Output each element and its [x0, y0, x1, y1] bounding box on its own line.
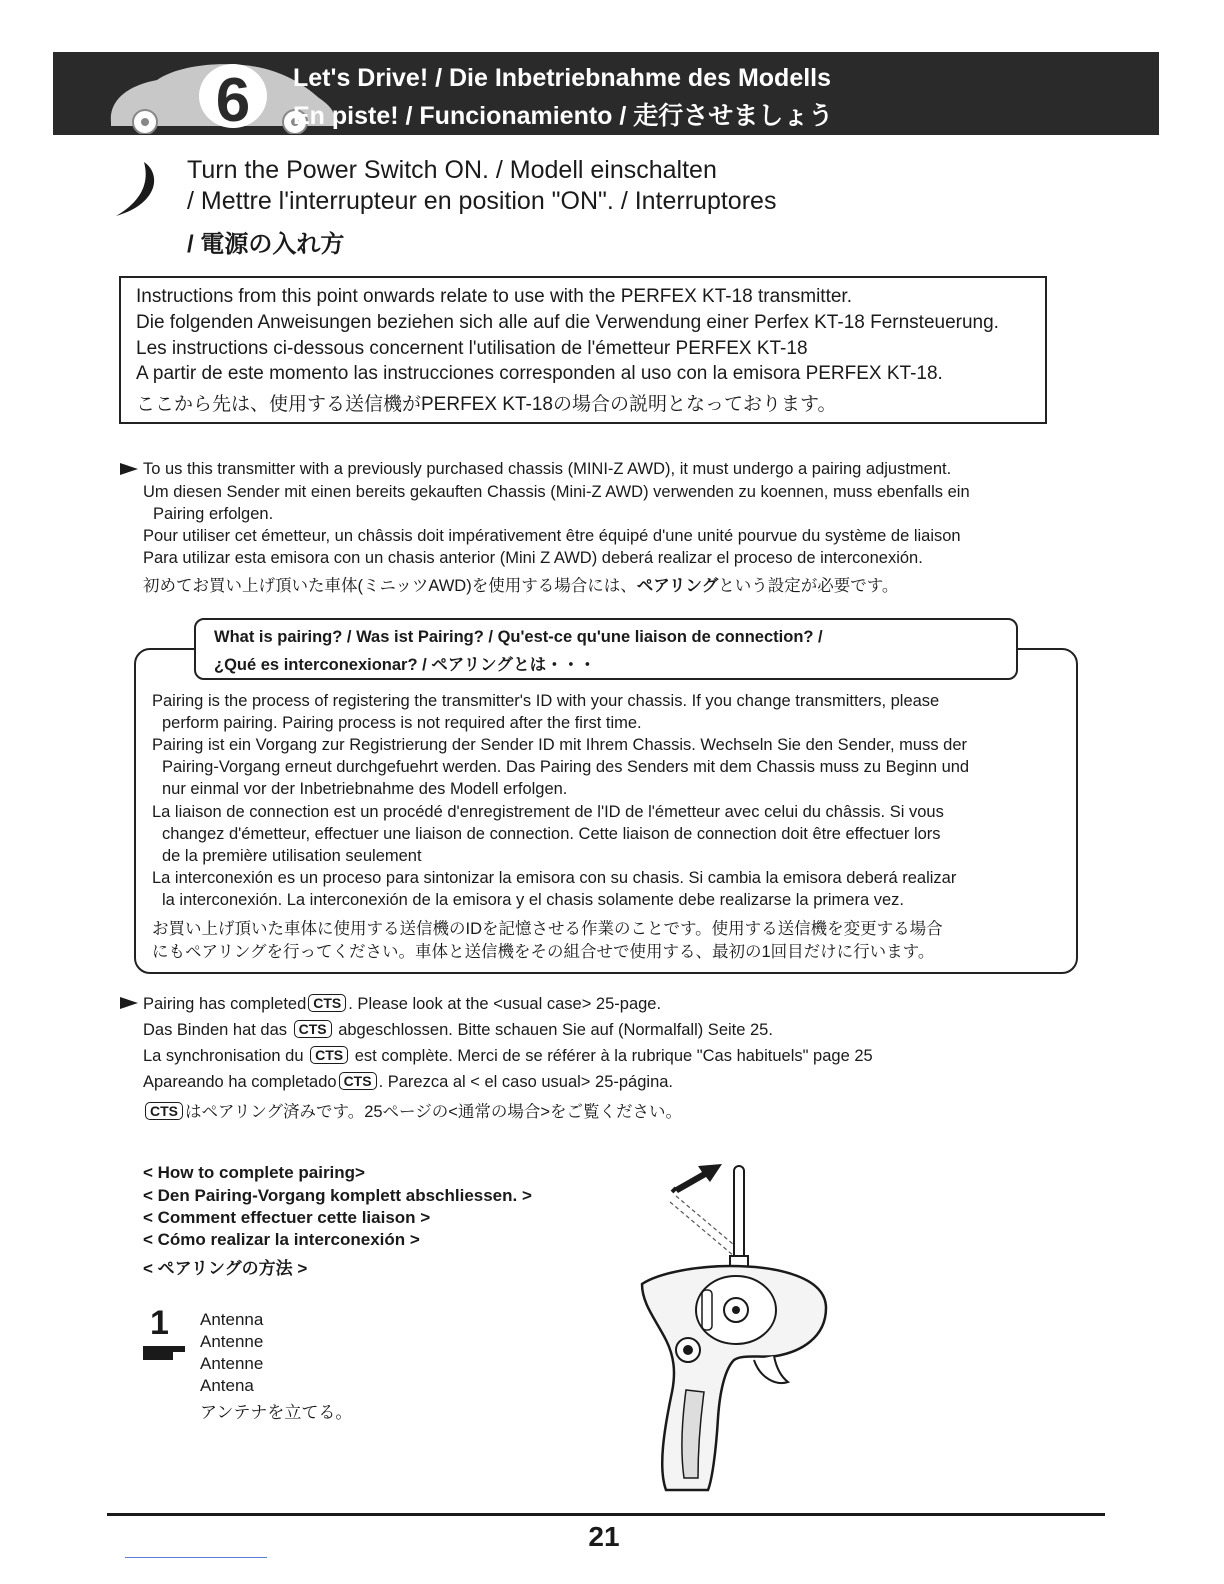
- step1-label: Antena: [200, 1376, 254, 1395]
- pairing-text-line: nur einmal vor der Inbetriebnahme des Modell erfolgen.: [162, 780, 568, 798]
- how-to-line: < ペアリングの方法 >: [143, 1259, 308, 1278]
- section-title-line2: / Mettre l'interrupteur en position "ON". / Interruptores: [187, 187, 777, 215]
- footer-divider: [107, 1513, 1105, 1516]
- pairing-text-line: お買い上げ頂いた車体に使用する送信機のIDを記憶させる作業のことです。使用する送信機を変更する場合: [152, 920, 943, 938]
- pairing-note-line: Pour utiliser cet émetteur, un châssis doit impérativement être équipé d'une unité pourvue du système de liaison: [143, 527, 961, 545]
- pairing-text-line: changez d'émetteur, effectuer une liaison de connection. Cette liaison de connection doit être effectuer lors: [162, 825, 941, 843]
- cts-badge: CTS: [339, 1072, 377, 1090]
- pointer-arrow-icon: [120, 997, 138, 1009]
- pairing-text-line: perform pairing. Pairing process is not required after the first time.: [162, 714, 642, 732]
- pairing-text-line: Pairing-Vorgang erneut durchgefuehrt werden. Das Pairing des Senders mit dem Chassis muss zu Beginn und: [162, 758, 970, 776]
- header-title-line1: Let's Drive! / Die Inbetriebnahme des Modells: [293, 64, 832, 92]
- instructions-line: Die folgenden Anweisungen beziehen sich alle auf die Verwendung einer Perfex KT-18 Fernsteuerung.: [136, 312, 999, 333]
- step1-label: Antenne: [200, 1354, 264, 1373]
- step-number: 1: [150, 1304, 169, 1342]
- completed-line-en: Pairing has completed CTS . Please look at the <usual case> 25-page.: [143, 995, 662, 1013]
- cts-badge: CTS: [308, 994, 346, 1012]
- completed-line-ja: CTS はペアリング済みです。25ページの<通常の場合>をご覧ください。: [143, 1098, 682, 1122]
- how-to-line: < Den Pairing-Vorgang komplett abschliessen. >: [143, 1186, 532, 1205]
- section-number: 6: [215, 66, 251, 134]
- transmitter-illustration: [630, 1160, 840, 1500]
- swoosh-icon: [114, 160, 164, 218]
- completed-line-es: Apareando ha completado CTS . Parezca al < el caso usual> 25-página.: [143, 1073, 674, 1091]
- completed-line-fr: La synchronisation du CTS est complète. Merci de se référer à la rubrique "Cas habituels" page 25: [143, 1047, 873, 1065]
- instructions-line: ここから先は、使用する送信機がPERFEX KT-18の場合の説明となっております。: [136, 394, 837, 415]
- section-title-line1: Turn the Power Switch ON. / Modell einschalten: [187, 156, 717, 184]
- pairing-text-line: la interconexión. La interconexión de la emisora y el chasis solamente debe realizarse la primera vez.: [162, 891, 904, 909]
- pairing-note-line: To us this transmitter with a previously purchased chassis (MINI-Z AWD), it must undergo a pairing adjustment.: [143, 460, 952, 478]
- cts-badge: CTS: [294, 1020, 332, 1038]
- instructions-box: [119, 276, 1047, 424]
- cts-badge: CTS: [310, 1046, 348, 1064]
- pairing-note-ja-b: という設定が必要です。: [718, 577, 899, 595]
- what-is-pairing-title-box: [194, 618, 1018, 680]
- what-is-pairing-title-line2: ¿Qué es interconexionar? / ペアリングとは・・・: [214, 656, 596, 674]
- section-title-line3: / 電源の入れ方: [187, 231, 345, 258]
- section-header-banner: [53, 52, 1159, 135]
- pairing-text-line: La liaison de connection est un procédé d'enregistrement de l'ID de l'émetteur avec celui du châssis. Si vous: [152, 803, 944, 821]
- pairing-note-ja-a: 初めてお買い上げ頂いた車体(ミニッツAWD)を使用する場合には、: [143, 577, 637, 595]
- pairing-text-line: Pairing is the process of registering the transmitter's ID with your chassis. If you change transmitters, please: [152, 692, 940, 710]
- pairing-note-line: Pairing erfolgen.: [153, 505, 274, 523]
- how-to-line: < Cómo realizar la interconexión >: [143, 1230, 420, 1249]
- header-title-line2: En piste! / Funcionamiento / 走行させましょう: [293, 102, 834, 130]
- how-to-line: < How to complete pairing>: [143, 1163, 365, 1182]
- pointer-arrow-icon: [120, 463, 138, 475]
- step1-label: Antenna: [200, 1310, 264, 1329]
- step1-label: Antenne: [200, 1332, 264, 1351]
- how-to-line: < Comment effectuer cette liaison >: [143, 1208, 431, 1227]
- pairing-text-line: にもペアリングを行ってください。車体と送信機をその組合せで使用する、最初の1回目だけに行います。: [152, 943, 935, 961]
- pairing-text-line: de la première utilisation seulement: [162, 847, 422, 865]
- raise-arrow-icon: [674, 1164, 722, 1193]
- page-number: 21: [588, 1521, 620, 1552]
- what-is-pairing-title-line1: What is pairing? / Was ist Pairing? / Qu'est-ce qu'une liaison de connection? /: [214, 628, 823, 646]
- pairing-text-line: Pairing ist ein Vorgang zur Registrierung der Sender ID mit Ihrem Chassis. Wechseln Sie den Sender, muss der: [152, 736, 968, 754]
- step1-label: アンテナを立てる。: [200, 1403, 353, 1422]
- pairing-text-line: La interconexión es un proceso para sintonizar la emisora con su chasis. Si cambia la emisora deberá realizar: [152, 869, 957, 887]
- pairing-note-line: Um diesen Sender mit einen bereits gekauften Chassis (Mini-Z AWD) verwenden zu koennen, muss ebenfalls ein: [143, 483, 970, 501]
- instructions-line: A partir de este momento las instrucciones corresponden al uso con la emisora PERFEX KT-18.: [136, 363, 943, 384]
- footer-link-underline: [125, 1557, 267, 1558]
- completed-line-de: Das Binden hat das CTS abgeschlossen. Bitte schauen Sie auf (Normalfall) Seite 25.: [143, 1021, 773, 1039]
- instructions-line: Instructions from this point onwards relate to use with the PERFEX KT-18 transmitter.: [136, 286, 852, 307]
- cts-badge: CTS: [145, 1102, 183, 1120]
- pairing-note-ja-keyword: ペアリング: [636, 577, 719, 595]
- instructions-line: Les instructions ci-dessous concernent l'utilisation de l'émetteur PERFEX KT-18: [136, 338, 808, 359]
- pairing-note-line: Para utilizar esta emisora con un chasis anterior (Mini Z AWD) deberá realizar el proceso de interconexión.: [143, 549, 923, 567]
- step-bar-icon: [143, 1346, 185, 1360]
- pairing-note-line: [143, 572, 898, 596]
